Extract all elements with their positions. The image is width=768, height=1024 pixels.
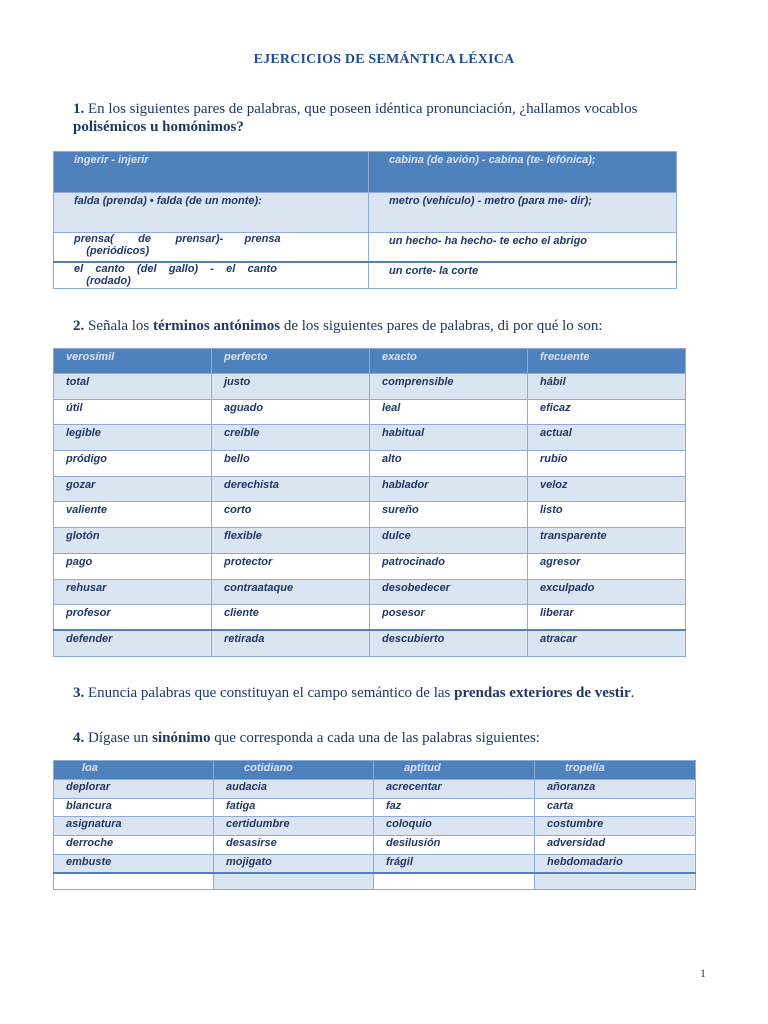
document-title: EJERCICIOS DE SEMÁNTICA LÉXICA: [253, 52, 515, 67]
question-3-bold: prendas exteriores de vestir: [454, 685, 631, 701]
table-cell: costumbre: [535, 817, 696, 836]
table-row: [54, 798, 696, 817]
table-cell: pródigo: [54, 451, 212, 477]
table-cell: frágil: [374, 854, 535, 873]
table-cell: atracar: [528, 630, 686, 656]
table-header-cell: cotidiano: [214, 761, 374, 780]
table-row: [54, 528, 686, 554]
table-header-cell: perfecto: [212, 349, 370, 374]
table-cell: contraataque: [212, 579, 370, 605]
table-cell: corto: [212, 502, 370, 528]
table-row: [54, 451, 686, 477]
table-cell: protector: [212, 553, 370, 579]
table-cell: mojigato: [214, 854, 374, 873]
table-row: [54, 374, 686, 400]
table-cell: leal: [370, 399, 528, 425]
table-cell: actual: [528, 425, 686, 451]
table-row: [54, 193, 677, 233]
question-4-post: que corresponda a cada una de las palabras siguientes:: [210, 730, 540, 746]
table-cell: liberar: [528, 605, 686, 631]
question-4: [73, 729, 693, 747]
table-cell: [54, 873, 214, 890]
question-3-number: 3.: [73, 685, 85, 701]
table-row: [54, 152, 677, 193]
table-cell: [214, 873, 374, 890]
table-cell: coloquio: [374, 817, 535, 836]
table-header-row: [54, 349, 686, 374]
table-cell: asignatura: [54, 817, 214, 836]
homonyms-table: [53, 151, 677, 289]
antonyms-table: [53, 348, 686, 657]
table-cell: añoranza: [535, 780, 696, 799]
table-cell: fatiga: [214, 798, 374, 817]
question-1: [73, 100, 693, 136]
table-cell: acrecentar: [374, 780, 535, 799]
table-cell: descubierto: [370, 630, 528, 656]
table-cell: glotón: [54, 528, 212, 554]
table-cell: adversidad: [535, 836, 696, 855]
question-1-number: 1.: [73, 101, 85, 117]
table-cell: habitual: [370, 425, 528, 451]
table-cell: exculpado: [528, 579, 686, 605]
question-2-bold: términos antónimos: [153, 318, 281, 334]
table-cell: rehusar: [54, 579, 212, 605]
table-row: [54, 854, 696, 873]
table-cell: hábil: [528, 374, 686, 400]
table-cell: útil: [54, 399, 212, 425]
table-row: [54, 553, 686, 579]
table-header-cell: tropelía: [535, 761, 696, 780]
table-cell: metro (vehículo) - metro (para me- dir);: [369, 193, 677, 233]
table-cell: patrocinado: [370, 553, 528, 579]
table-row: [54, 579, 686, 605]
table-cell: comprensible: [370, 374, 528, 400]
table-cell: certidumbre: [214, 817, 374, 836]
table-cell: desobedecer: [370, 579, 528, 605]
table-row: [54, 817, 696, 836]
table-cell: embuste: [54, 854, 214, 873]
table-cell: cabina (de avión) - cabina (te- lefónica);: [369, 152, 677, 193]
table-header-cell: exacto: [370, 349, 528, 374]
table-cell: listo: [528, 502, 686, 528]
table-header-row: [54, 761, 696, 780]
table-cell: profesor: [54, 605, 212, 631]
question-2: [73, 317, 693, 335]
table-cell: rubio: [528, 451, 686, 477]
table-cell: [374, 873, 535, 890]
table-cell: retirada: [212, 630, 370, 656]
table-cell: aguado: [212, 399, 370, 425]
table-cell: hablador: [370, 476, 528, 502]
table-cell: alto: [370, 451, 528, 477]
question-2-post: de los siguientes pares de palabras, di por qué lo son:: [280, 318, 603, 334]
synonyms-table: [53, 760, 696, 890]
table-cell: ingerir - injerir: [54, 152, 369, 193]
question-4-bold: sinónimo: [152, 730, 211, 746]
table-cell: sureño: [370, 502, 528, 528]
table-cell: carta: [535, 798, 696, 817]
table-cell: cliente: [212, 605, 370, 631]
table-cell: prensa( de prensar)- prensa (periódicos): [54, 233, 369, 262]
table-cell: valiente: [54, 502, 212, 528]
table-row: [54, 605, 686, 631]
table-cell: eficaz: [528, 399, 686, 425]
question-1-bold: polisémicos u homónimos?: [73, 119, 244, 135]
table-cell: total: [54, 374, 212, 400]
question-3-pre: Enuncia palabras que constituyan el campo semántico de las: [84, 685, 455, 701]
table-cell: defender: [54, 630, 212, 656]
page-number: 1: [700, 966, 706, 980]
table-cell: agresor: [528, 553, 686, 579]
table-cell: desilusión: [374, 836, 535, 855]
table-row: [54, 836, 696, 855]
table-cell: justo: [212, 374, 370, 400]
table-cell: el canto (del gallo) - el canto (rodado): [54, 262, 369, 289]
table-row: [54, 873, 696, 890]
table-cell: hebdomadario: [535, 854, 696, 873]
table-cell: [535, 873, 696, 890]
question-4-pre: Dígase un: [84, 730, 153, 746]
table-row: [54, 476, 686, 502]
table-cell: pago: [54, 553, 212, 579]
table-cell: derechista: [212, 476, 370, 502]
table-row: [54, 399, 686, 425]
table-cell: un hecho- ha hecho- te echo el abrigo: [369, 233, 677, 262]
table-cell: dulce: [370, 528, 528, 554]
table-cell: blancura: [54, 798, 214, 817]
question-1-text: En los siguientes pares de palabras, que poseen idéntica pronunciación, ¿hallamos vocablos: [84, 101, 638, 117]
table-row: [54, 630, 686, 656]
table-cell: transparente: [528, 528, 686, 554]
table-row: [54, 502, 686, 528]
table-cell: veloz: [528, 476, 686, 502]
table-cell: creíble: [212, 425, 370, 451]
table-row: [54, 262, 677, 289]
question-2-pre: Señala los: [84, 318, 153, 334]
table-row: [54, 780, 696, 799]
table-cell: faz: [374, 798, 535, 817]
table-cell: audacia: [214, 780, 374, 799]
table-header-cell: loa: [54, 761, 214, 780]
table-row: [54, 425, 686, 451]
question-3-post: .: [630, 685, 635, 701]
table-cell: desasirse: [214, 836, 374, 855]
table-cell: bello: [212, 451, 370, 477]
table-cell: posesor: [370, 605, 528, 631]
table-cell: gozar: [54, 476, 212, 502]
table-header-cell: verosímil: [54, 349, 212, 374]
question-3: [73, 684, 693, 702]
table-cell: legible: [54, 425, 212, 451]
table-cell: falda (prenda) • falda (de un monte):: [54, 193, 369, 233]
table-cell: deplorar: [54, 780, 214, 799]
table-header-cell: aptitud: [374, 761, 535, 780]
table-header-cell: frecuente: [528, 349, 686, 374]
question-2-number: 2.: [73, 318, 85, 334]
table-cell: flexible: [212, 528, 370, 554]
question-4-number: 4.: [73, 730, 85, 746]
table-row: [54, 233, 677, 262]
table-cell: derroche: [54, 836, 214, 855]
table-cell: un corte- la corte: [369, 262, 677, 289]
